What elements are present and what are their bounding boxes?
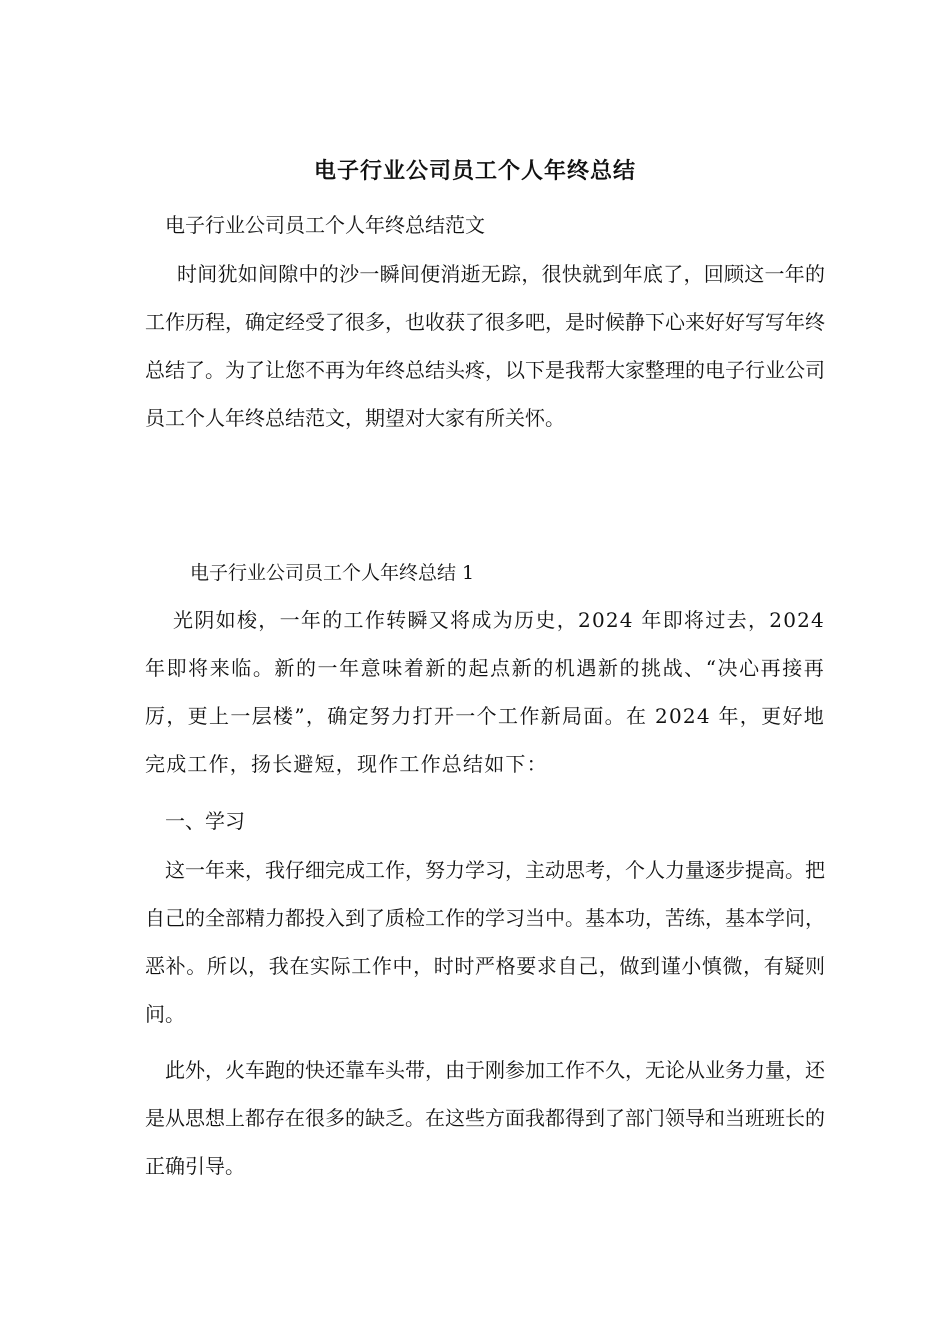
summary-paragraph: 光阴如梭，一年的工作转瞬又将成为历史，2024 年即将过去，2024 年即将来临。新的一年意味着新的起点新的机遇新的挑战、“决心再接再厉，更上一层楼”，确定努力打开一个工作新局面。在 2024 年，更好地完成工作，扬长避短，现作工作总结如下： (145, 608, 825, 776)
study-paragraph: 这一年来，我仔细完成工作，努力学习，主动思考，个人力量逐步提高。把自己的全部精力都投入到了质检工作的学习当中。基本功，苦练，基本学问，恶补。所以，我在实际工作中，时时严格要求自己，做到谨小慎微，有疑则问。 (145, 858, 825, 1026)
document-title: 电子行业公司员工个人年终总结 (313, 158, 636, 184)
intro-paragraph: 时间犹如间隙中的沙一瞬间便消逝无踪，很快就到年底了，回顾这一年的工作历程，确定经受了很多，也收获了很多吧，是时候静下心来好好写写年终总结了。为了让您不再为年终总结头疼，以下是我帮大家整理的电子行业公司员工个人年终总结范文，期望对大家有所关怀。 (145, 262, 825, 430)
section-heading-study: 一、学习 (165, 809, 245, 833)
additional-paragraph: 此外，火车跑的快还靠车头带，由于刚参加工作不久，无论从业务力量，还是从思想上都存在很多的缺乏。在这些方面我都得到了部门领导和当班班长的正确引导。 (145, 1058, 825, 1178)
document-subtitle: 电子行业公司员工个人年终总结范文 (165, 213, 485, 237)
summary-heading: 电子行业公司员工个人年终总结 1 (190, 562, 475, 584)
